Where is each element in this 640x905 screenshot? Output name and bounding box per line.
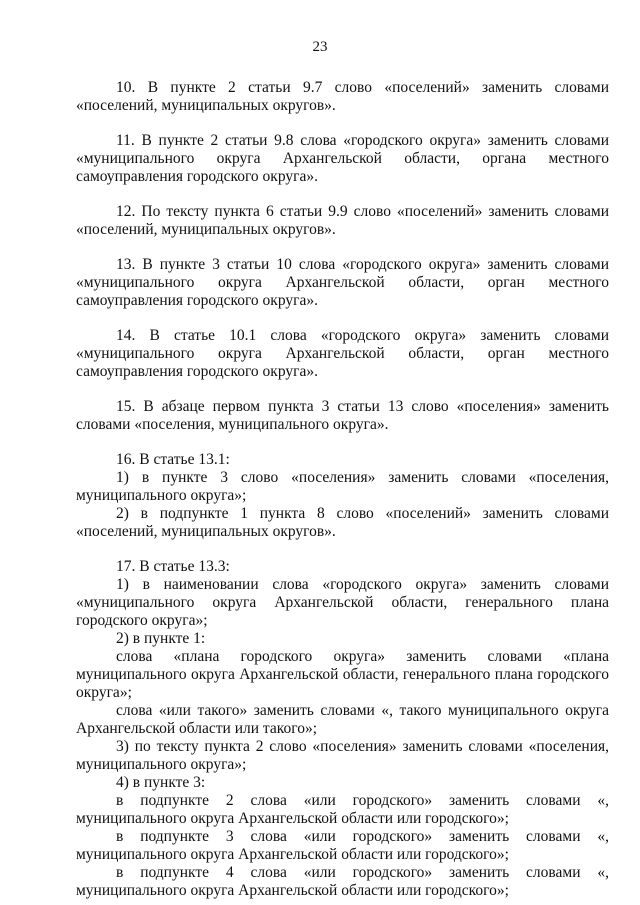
subparagraph-17-4-a: в подпункте 2 слова «или городского» заменить словами «, муниципального округа Архангельской области или городского»; bbox=[76, 792, 609, 827]
paragraph-item-13: 13. В пункте 3 статьи 10 слова «городского округа» заменить словами «муниципального округа Архангельской области, орган местного самоуправления городского округа». bbox=[76, 256, 609, 309]
subparagraph-17-2: 2) в пункте 1: bbox=[116, 630, 206, 647]
paragraph-item-15: 15. В абзаце первом пункта 3 статьи 13 слово «поселения» заменить словами «поселения, муниципального округа». bbox=[76, 398, 609, 433]
paragraph-item-17-heading: 17. В статье 13.3: bbox=[116, 558, 230, 575]
paragraph-item-10: 10. В пункте 2 статьи 9.7 слово «поселений» заменить словами «поселений, муниципальных округов». bbox=[76, 79, 609, 114]
subparagraph-17-4-c: в подпункте 4 слова «или городского» заменить словами «, муниципального округа Архангельской области или городского»; bbox=[76, 864, 609, 899]
subparagraph-17-2-b: слова «или такого» заменить словами «, такого муниципального округа Архангельской области или такого»; bbox=[76, 702, 609, 737]
paragraph-item-12: 12. По тексту пункта 6 статьи 9.9 слово «поселений» заменить словами «поселений, муниципальных округов». bbox=[76, 203, 609, 238]
paragraph-item-11: 11. В пункте 2 статьи 9.8 слова «городского округа» заменить словами «муниципального округа Архангельской области, органа местного самоуправления городского округа». bbox=[76, 132, 609, 185]
subparagraph-17-1: 1) в наименовании слова «городского округа» заменить словами «муниципального округа Архангельской области, генерального плана городского округа»; bbox=[76, 576, 609, 629]
page-number: 23 bbox=[312, 39, 328, 55]
subparagraph-17-2-a: слова «плана городского округа» заменить словами «плана муниципального округа Архангельской области, генерального плана городского округа»; bbox=[76, 648, 609, 701]
document-body bbox=[76, 62, 609, 900]
paragraph-item-16-heading: 16. В статье 13.1: bbox=[116, 451, 230, 468]
subparagraph-17-4-b: в подпункте 3 слова «или городского» заменить словами «, муниципального округа Архангельской области или городского»; bbox=[76, 828, 609, 863]
subparagraph-16-2: 2) в подпункте 1 пункта 8 слово «поселений» заменить словами «поселений, муниципальных округов». bbox=[76, 505, 609, 540]
paragraph-item-14: 14. В статье 10.1 слова «городского округа» заменить словами «муниципального округа Архангельской области, орган местного самоуправления городского округа». bbox=[76, 327, 609, 380]
subparagraph-16-1: 1) в пункте 3 слово «поселения» заменить словами «поселения, муниципального округа»; bbox=[76, 469, 609, 504]
subparagraph-17-4: 4) в пункте 3: bbox=[116, 774, 206, 791]
subparagraph-17-3: 3) по тексту пункта 2 слово «поселения» заменить словами «поселения, муниципального округа»; bbox=[76, 738, 609, 773]
